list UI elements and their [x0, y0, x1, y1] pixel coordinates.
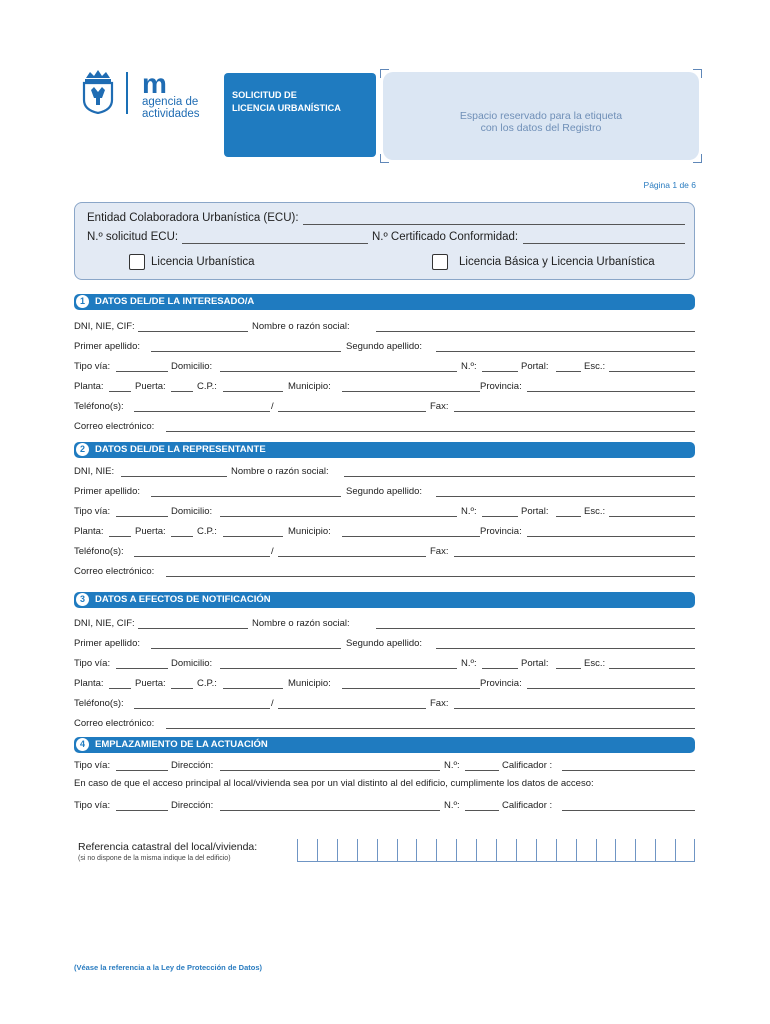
numero-field[interactable] — [482, 516, 518, 517]
calificador-label: Calificador : — [502, 800, 553, 811]
ecu-request-label: N.º solicitud ECU: — [87, 231, 179, 243]
section-3-header — [74, 592, 695, 608]
catastral-cell-divider — [357, 839, 358, 861]
telefono-label: Teléfono(s): — [74, 698, 124, 709]
correo-field[interactable] — [166, 728, 695, 729]
domicilio-field[interactable] — [220, 668, 457, 669]
form-row — [74, 381, 695, 393]
form-row — [74, 618, 695, 630]
form-row — [74, 321, 695, 333]
numero-field[interactable] — [482, 668, 518, 669]
numero-field[interactable] — [465, 770, 499, 771]
brand-name-line2: actividades — [142, 108, 200, 120]
catastral-cell-divider — [496, 839, 497, 861]
form-row — [74, 486, 695, 498]
razon-field[interactable] — [344, 476, 695, 477]
dni-field[interactable] — [138, 628, 248, 629]
portal-field[interactable] — [556, 371, 581, 372]
portal-label: Portal: — [521, 658, 549, 669]
tipo-via-label: Tipo vía: — [74, 361, 111, 372]
domicilio-label: Domicilio: — [171, 361, 213, 372]
provincia-label: Provincia: — [480, 678, 522, 689]
telefono2-field[interactable] — [278, 411, 426, 412]
numero-field[interactable] — [482, 371, 518, 372]
section-title: DATOS DEL/DE LA REPRESENTANTE — [95, 444, 266, 455]
form-row — [74, 566, 695, 578]
slash: / — [271, 698, 274, 709]
direccion-field[interactable] — [220, 810, 440, 811]
corner-mark — [380, 154, 389, 163]
catastral-cell-divider — [694, 839, 695, 861]
correo-field[interactable] — [166, 431, 695, 432]
catastral-cell-divider — [635, 839, 636, 861]
cp-field[interactable] — [223, 391, 283, 392]
ecu-cert-field[interactable] — [523, 243, 685, 244]
tipo-via-label: Tipo vía: — [74, 760, 111, 771]
form-row — [74, 658, 695, 670]
catastral-cell-divider — [556, 839, 557, 861]
slash: / — [271, 546, 274, 557]
provincia-label: Provincia: — [480, 381, 522, 392]
esc-field[interactable] — [609, 516, 695, 517]
section-number: 1 — [76, 295, 89, 308]
fax-field[interactable] — [454, 708, 695, 709]
correo-field[interactable] — [166, 576, 695, 577]
form-title-line2: LICENCIA URBANÍSTICA — [232, 103, 341, 113]
fax-field[interactable] — [454, 411, 695, 412]
telefono2-field[interactable] — [278, 708, 426, 709]
telefono1-field[interactable] — [134, 411, 270, 412]
primer-label: Primer apellido: — [74, 486, 140, 497]
catastral-cell-divider — [675, 839, 676, 861]
portal-label: Portal: — [521, 506, 549, 517]
fax-label: Fax: — [430, 401, 449, 412]
cp-field[interactable] — [223, 688, 283, 689]
esc-label: Esc.: — [584, 506, 606, 517]
planta-label: Planta: — [74, 678, 104, 689]
razon-label: Nombre o razón social: — [252, 618, 350, 629]
telefono-label: Teléfono(s): — [74, 546, 124, 557]
access-note: En caso de que el acceso principal al local/vivienda sea por un vial distinto al del edificio, cumplimente los datos de acceso: — [74, 778, 594, 789]
form-row — [74, 698, 695, 710]
dni-label: DNI, NIE: — [74, 466, 115, 477]
numero-label: N.º: — [461, 506, 477, 517]
domicilio-label: Domicilio: — [171, 506, 213, 517]
dni-field[interactable] — [138, 331, 248, 332]
catastral-cell-divider — [397, 839, 398, 861]
planta-label: Planta: — [74, 526, 104, 537]
catastral-cell-divider — [655, 839, 656, 861]
form-row — [74, 546, 695, 558]
tipo-via-field[interactable] — [116, 810, 168, 811]
tipo-via-label: Tipo vía: — [74, 506, 111, 517]
calificador-field[interactable] — [562, 810, 695, 811]
cp-label: C.P.: — [197, 381, 217, 392]
dni-field[interactable] — [121, 476, 227, 477]
municipio-label: Municipio: — [288, 526, 331, 537]
catastral-cell-divider — [297, 839, 298, 861]
catastral-input[interactable] — [297, 839, 695, 863]
cp-label: C.P.: — [197, 678, 217, 689]
tipo-via-label: Tipo vía: — [74, 658, 111, 669]
razon-field[interactable] — [376, 331, 695, 332]
fax-field[interactable] — [454, 556, 695, 557]
segundo-field[interactable] — [436, 648, 695, 649]
planta-field[interactable] — [109, 688, 131, 689]
catastral-baseline — [297, 861, 695, 862]
portal-field[interactable] — [556, 668, 581, 669]
section-4-header — [74, 737, 695, 753]
numero-field[interactable] — [465, 810, 499, 811]
licencia-urbanistica-label: Licencia Urbanística — [151, 256, 255, 268]
fax-label: Fax: — [430, 698, 449, 709]
registry-text-line1: Espacio reservado para la etiqueta — [459, 110, 623, 122]
municipio-field[interactable] — [342, 391, 480, 392]
form-row — [74, 361, 695, 373]
puerta-label: Puerta: — [135, 678, 166, 689]
form-row — [74, 800, 695, 812]
catastral-cell-divider — [536, 839, 537, 861]
ecu-entity-field[interactable] — [303, 224, 685, 225]
catastral-cell-divider — [456, 839, 457, 861]
puerta-field[interactable] — [171, 391, 193, 392]
form-title — [224, 73, 376, 157]
primer-label: Primer apellido: — [74, 638, 140, 649]
esc-field[interactable] — [609, 371, 695, 372]
direccion-label: Dirección: — [171, 800, 214, 811]
telefono1-field[interactable] — [134, 708, 270, 709]
catastral-label: Referencia catastral del local/vivienda: — [78, 841, 258, 853]
esc-field[interactable] — [609, 668, 695, 669]
brand-divider — [126, 72, 128, 114]
planta-field[interactable] — [109, 536, 131, 537]
correo-label: Correo electrónico: — [74, 566, 155, 577]
corner-mark — [693, 69, 702, 78]
calificador-field[interactable] — [562, 770, 695, 771]
segundo-field[interactable] — [436, 351, 695, 352]
segundo-label: Segundo apellido: — [346, 638, 423, 649]
catastral-cell-divider — [476, 839, 477, 861]
provincia-field[interactable] — [527, 536, 695, 537]
primer-field[interactable] — [151, 496, 341, 497]
razon-label: Nombre o razón social: — [231, 466, 329, 477]
tipo-via-field[interactable] — [116, 371, 168, 372]
catastral-cell-divider — [516, 839, 517, 861]
form-row — [74, 678, 695, 690]
catastral-cell-divider — [317, 839, 318, 861]
form-row — [74, 401, 695, 413]
municipio-field[interactable] — [342, 688, 480, 689]
primer-label: Primer apellido: — [74, 341, 140, 352]
primer-field[interactable] — [151, 648, 341, 649]
numero-label: N.º: — [444, 800, 460, 811]
direccion-field[interactable] — [220, 770, 440, 771]
tipo-via-field[interactable] — [116, 668, 168, 669]
ecu-box — [74, 202, 695, 280]
municipio-label: Municipio: — [288, 381, 331, 392]
municipio-field[interactable] — [342, 536, 480, 537]
primer-field[interactable] — [151, 351, 341, 352]
razon-field[interactable] — [376, 628, 695, 629]
licencia-urbanistica-checkbox[interactable] — [129, 254, 145, 270]
licencia-basica-checkbox[interactable] — [432, 254, 448, 270]
corner-mark — [380, 69, 389, 78]
telefono-label: Teléfono(s): — [74, 401, 124, 412]
domicilio-label: Domicilio: — [171, 658, 213, 669]
section-number: 3 — [76, 593, 89, 606]
provincia-field[interactable] — [527, 391, 695, 392]
correo-label: Correo electrónico: — [74, 421, 155, 432]
data-protection-note: (Véase la referencia a la Ley de Protección de Datos) — [74, 963, 262, 972]
section-2-header — [74, 442, 695, 458]
catastral-sub: (si no dispone de la misma indique la del edificio) — [78, 855, 231, 862]
catastral-cell-divider — [615, 839, 616, 861]
ecu-request-field[interactable] — [182, 243, 368, 244]
direccion-label: Dirección: — [171, 760, 214, 771]
correo-label: Correo electrónico: — [74, 718, 155, 729]
cp-label: C.P.: — [197, 526, 217, 537]
provincia-field[interactable] — [527, 688, 695, 689]
puerta-label: Puerta: — [135, 381, 166, 392]
catastral-cell-divider — [337, 839, 338, 861]
dni-label: DNI, NIE, CIF: — [74, 321, 135, 332]
razon-label: Nombre o razón social: — [252, 321, 350, 332]
municipio-label: Municipio: — [288, 678, 331, 689]
numero-label: N.º: — [461, 361, 477, 372]
page-number: Página 1 de 6 — [643, 180, 696, 190]
portal-field[interactable] — [556, 516, 581, 517]
section-1-header — [74, 294, 695, 310]
numero-label: N.º: — [444, 760, 460, 771]
cp-field[interactable] — [223, 536, 283, 537]
form-row — [74, 341, 695, 353]
calificador-label: Calificador : — [502, 760, 553, 771]
ecu-cert-label: N.º Certificado Conformidad: — [372, 231, 519, 243]
dni-label: DNI, NIE, CIF: — [74, 618, 135, 629]
section-number: 2 — [76, 443, 89, 456]
registry-text-line2: con los datos del Registro — [480, 122, 602, 134]
tipo-via-field[interactable] — [116, 770, 168, 771]
telefono1-field[interactable] — [134, 556, 270, 557]
esc-label: Esc.: — [584, 658, 606, 669]
domicilio-field[interactable] — [220, 371, 457, 372]
domicilio-field[interactable] — [220, 516, 457, 517]
section-title: EMPLAZAMIENTO DE LA ACTUACIÓN — [95, 739, 268, 750]
tipo-via-field[interactable] — [116, 516, 168, 517]
catastral-cell-divider — [377, 839, 378, 861]
brand-name-line1: agencia de — [142, 96, 199, 108]
portal-label: Portal: — [521, 361, 549, 372]
telefono2-field[interactable] — [278, 556, 426, 557]
catastral-cell-divider — [416, 839, 417, 861]
tipo-via-label: Tipo vía: — [74, 800, 111, 811]
planta-field[interactable] — [109, 391, 131, 392]
puerta-label: Puerta: — [135, 526, 166, 537]
segundo-label: Segundo apellido: — [346, 341, 423, 352]
ecu-entity-label: Entidad Colaboradora Urbanística (ECU): — [87, 212, 299, 224]
segundo-label: Segundo apellido: — [346, 486, 423, 497]
form-row — [74, 421, 695, 433]
catastral-cell-divider — [596, 839, 597, 861]
registry-label-area — [383, 72, 699, 160]
form-row — [74, 466, 695, 478]
section-title: DATOS DEL/DE LA INTERESADO/A — [95, 296, 255, 307]
segundo-field[interactable] — [436, 496, 695, 497]
form-row — [74, 526, 695, 538]
puerta-field[interactable] — [171, 536, 193, 537]
slash: / — [271, 401, 274, 412]
section-title: DATOS A EFECTOS DE NOTIFICACIÓN — [95, 594, 271, 605]
brand-mark: m — [142, 68, 167, 99]
section-number: 4 — [76, 738, 89, 751]
form-row — [74, 760, 695, 772]
madrid-shield-icon — [80, 68, 116, 114]
catastral-cell-divider — [436, 839, 437, 861]
corner-mark — [693, 154, 702, 163]
form-title-line1: SOLICITUD DE — [232, 90, 297, 100]
provincia-label: Provincia: — [480, 526, 522, 537]
form-row — [74, 506, 695, 518]
planta-label: Planta: — [74, 381, 104, 392]
form-row — [74, 718, 695, 730]
puerta-field[interactable] — [171, 688, 193, 689]
numero-label: N.º: — [461, 658, 477, 669]
esc-label: Esc.: — [584, 361, 606, 372]
licencia-basica-label: Licencia Básica y Licencia Urbanística — [459, 256, 655, 268]
fax-label: Fax: — [430, 546, 449, 557]
form-row — [74, 638, 695, 650]
catastral-cell-divider — [576, 839, 577, 861]
